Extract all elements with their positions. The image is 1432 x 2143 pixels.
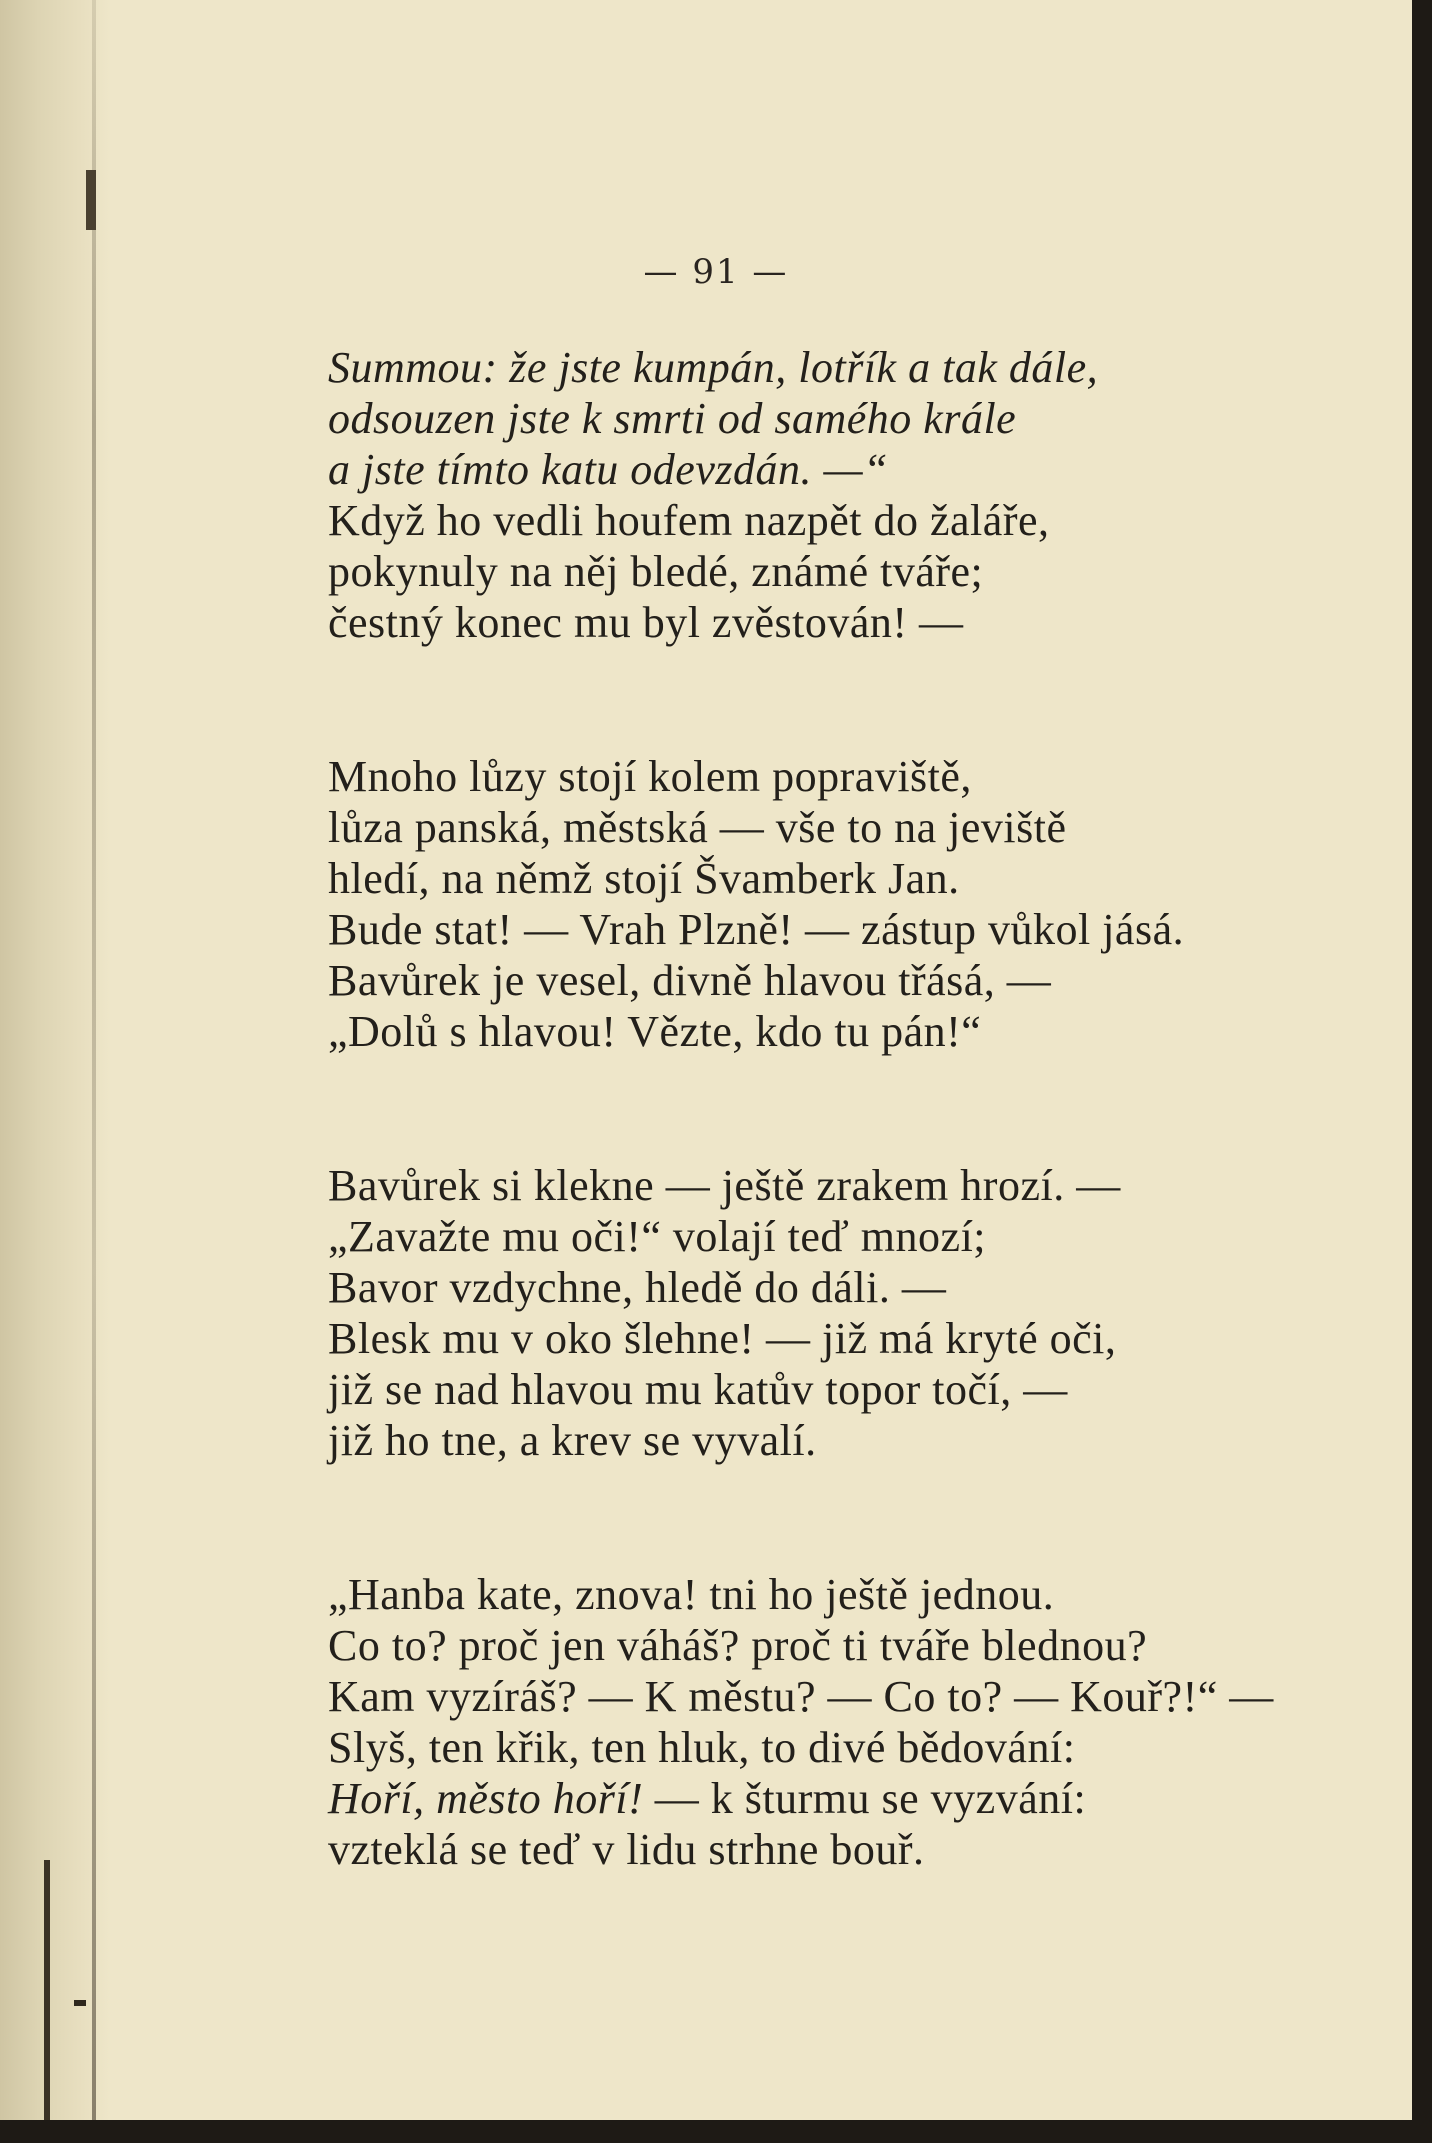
verse-line: Slyš, ten křik, ten hluk, to divé bědování:: [328, 1723, 1076, 1772]
scan-border-bottom: [0, 2120, 1432, 2143]
verse-line: a jste tímto katu odevzdán. —“: [328, 445, 889, 494]
verse-line: Blesk mu v oko šlehne! — již má kryté oči,: [328, 1314, 1117, 1363]
scan-border-right: [1412, 0, 1432, 2143]
verse-line: Bavůrek si klekne — ještě zrakem hrozí. —: [328, 1161, 1121, 1210]
verse-line: hledí, na němž stojí Švamberk Jan.: [328, 854, 960, 903]
verse-line: Mnoho lůzy stojí kolem popraviště,: [328, 752, 972, 801]
binding-mark-top: [86, 170, 96, 230]
verse-line: Bude stat! — Vrah Plzně! — zástup vůkol jásá.: [328, 905, 1185, 954]
verse-line: lůza panská, městská — vše to na jeviště: [328, 803, 1067, 852]
stanza-break: [328, 1466, 1348, 1569]
verse-line: Kam vyzíráš? — K městu? — Co to? — Kouř?!“ —: [328, 1672, 1274, 1721]
verse-line: Co to? proč jen váháš? proč ti tváře blednou?: [328, 1621, 1148, 1670]
verse-line: již ho tne, a krev se vyvalí.: [328, 1416, 817, 1465]
verse-line: čestný konec mu byl zvěstován! —: [328, 598, 964, 647]
verse-line: Summou: že jste kumpán, lotřík a tak dále,: [328, 343, 1099, 392]
stanza-break: [328, 1057, 1348, 1160]
poem-text: [328, 342, 1348, 1875]
stanza-2: [328, 751, 1348, 1057]
binding-spine: [92, 0, 96, 2120]
verse-emphasis: Hoří, město hoří!: [328, 1774, 644, 1823]
verse-line: [328, 1773, 1348, 1824]
verse-line: „Zavažte mu oči!“ volají teď mnozí;: [328, 1212, 987, 1261]
binding-mark-bottom: [74, 2000, 86, 2006]
verse-line: „Dolů s hlavou! Vězte, kdo tu pán!“: [328, 1007, 982, 1056]
stanza-break: [328, 648, 1348, 751]
verse-line-rest: — k šturmu se vyzvání:: [643, 1774, 1087, 1823]
stanza-3: [328, 1160, 1348, 1466]
stanza-1: [328, 342, 1348, 648]
page-number: — 91 —: [643, 252, 789, 292]
binding-edge-bottom: [44, 1860, 50, 2120]
verse-line: Bavůrek je vesel, divně hlavou třásá, —: [328, 956, 1052, 1005]
verse-line: „Hanba kate, znova! tni ho ještě jednou.: [328, 1570, 1055, 1619]
stanza-4: [328, 1569, 1348, 1875]
verse-line: odsouzen jste k smrti od samého krále: [328, 394, 1017, 443]
verse-line: již se nad hlavou mu katův topor točí, —: [328, 1365, 1068, 1414]
verse-line: vzteklá se teď v lidu strhne bouř.: [328, 1825, 925, 1874]
verse-line: Když ho vedli houfem nazpět do žaláře,: [328, 496, 1050, 545]
verse-line: Bavor vzdychne, hledě do dáli. —: [328, 1263, 947, 1312]
verse-line: pokynuly na něj bledé, známé tváře;: [328, 547, 984, 596]
